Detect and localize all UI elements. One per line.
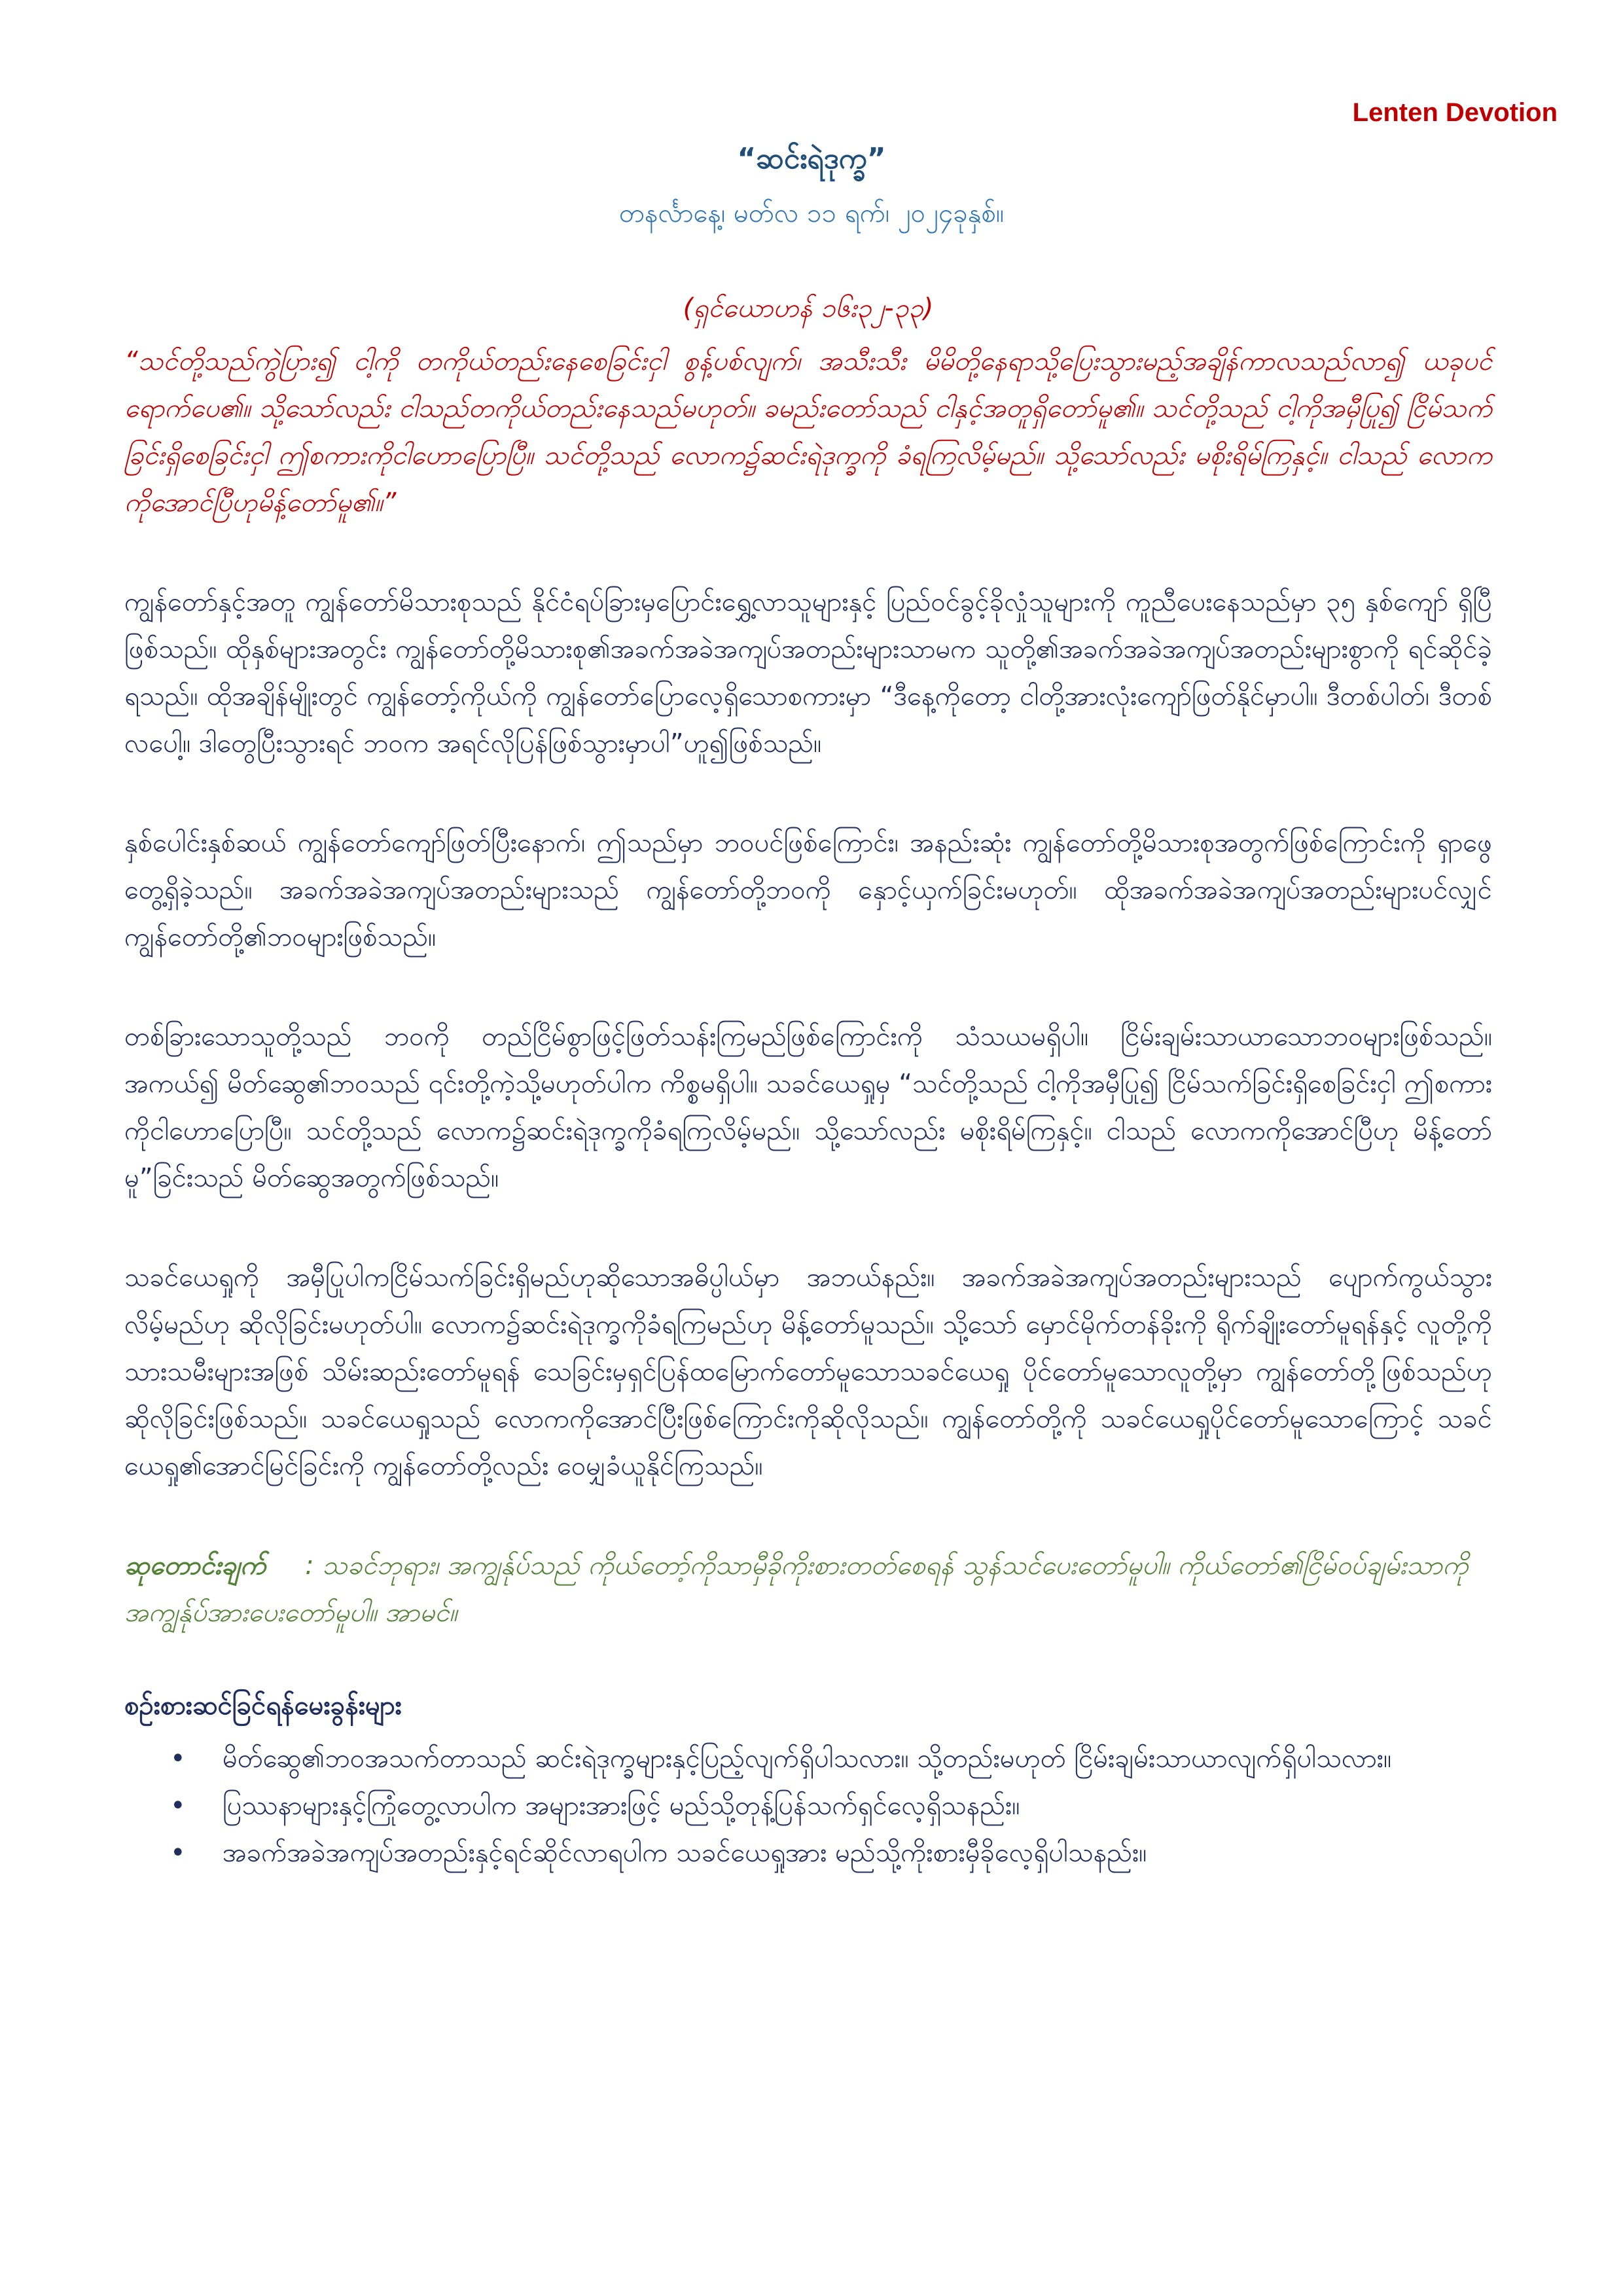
scripture-reference: (ရှင်ယောဟန် ၁၆း၃၂-၃၃) [683,293,934,323]
page-title: “ဆင်းရဲဒုက္ခ” [737,142,886,175]
prayer-text: : သခင်ဘုရား၊ အကျွန်ုပ်သည် ကိုယ်တော့်ကိုသာမှီခိုကိုးစားတတ်စေရန် သွန်သင်ပေးတော်မူပါ။ ကိုယ်တော်၏ငြိမ်ဝပ်ချမ်းသာကို အကျွန်ုပ်အားပေးတော်မူပါ။ အာမင်။ [124,1551,1469,1628]
document-body [124,291,1492,1876]
question-text: ပြဿနာများနှင့်ကြုံတွေ့လာပါက အများအားဖြင့် မည်သို့တုန့်ပြန်သက်ရှင်လေ့ရှိသနည်း။ [223,1791,1020,1821]
question-text: အခက်အခဲအကျပ်အတည်းနှင့်ရင်ဆိုင်လာရပါက သခင်ယေရှုအား မည်သို့ကိုးစားမှီခိုလေ့ရှိပါသနည်း။ [223,1838,1147,1868]
bullet-icon: • [170,1791,186,1821]
bullet-icon: • [170,1744,186,1774]
prayer-block [124,1542,1492,1636]
questions-heading: စဉ်းစားဆင်ခြင်ရန်မေးခွန်းများ [124,1691,402,1721]
list-item [170,1829,1492,1876]
prayer-label: ဆုတောင်းချက် [124,1551,266,1581]
questions-list [124,1735,1492,1876]
body-paragraph-1: ကျွန်တော်နှင့်အတူ ကျွန်တော်မိသားစုသည် နိုင်ငံရပ်ခြားမှပြောင်းရွှေ့လာသူများနှင့် ပြည်ဝင်ခွင့်ခိုလှုံသူများကို ကူညီပေးနေသည်မှာ ၃၅ နှစ်ကျော် ရှိပြီဖြစ်သည်။ ထိုနှစ်များအတွင်း ကျွန်တော်တို့မိသားစု၏အခက်အခဲအကျပ်အတည်းများသာမက သူတို့၏အခက်အခဲအကျပ်အတည်းများစွာကို ရင်ဆိုင်ခဲ့ရသည်။ ထိုအချိန်မျိုးတွင် ကျွန်တော့်ကိုယ်ကို ကျွန်တော်ပြောလေ့ရှိသောစကားမှာ “ဒီနေ့ကိုတော့ ငါတို့အားလုံးကျော်ဖြတ်နိုင်မှာပါ။ ဒီတစ်ပါတ်၊ ဒီတစ်လပေါ့။ ဒါတွေပြီးသွားရင် ဘဝက အရင်လိုပြန်ဖြစ်သွားမှာပါ”ဟူ၍ဖြစ်သည်။ [124,587,1492,759]
question-text: မိတ်ဆွေ၏ဘဝအသက်တာသည် ဆင်းရဲဒုက္ခများနှင့်ပြည့်လျက်ရှိပါသလား။ သို့တည်းမဟုတ် ငြိမ်းချမ်းသာယာလျက်ရှိပါသလား။ [223,1744,1392,1774]
scripture-text: “သင်တို့သည်ကွဲပြား၍ ငါ့ကို တကိုယ်တည်းနေစေခြင်းငှါ စွန့်ပစ်လျက်၊ အသီးသီး မိမိတို့နေရာသို့ပြေးသွားမည့်အချိန်ကာလသည်လာ၍ ယခုပင် ရောက်ပေ၏။ သို့သော်လည်း ငါသည်တကိုယ်တည်းနေသည်မဟုတ်။ ခမည်းတော်သည် ငါနှင့်အတူရှိတော်မူ၏။ သင်တို့သည် ငါ့ကိုအမှီပြု၍ ငြိမ်သက်ခြင်းရှိစေခြင်းငှါ ဤစကားကိုငါဟောပြောပြီ။ သင်တို့သည် လောက၌ဆင်းရဲဒုက္ခကို ခံရကြလိမ့်မည်။ သို့သော်လည်း မစိုးရိမ်ကြနှင့်။ ငါသည် လောကကိုအောင်ပြီဟုမိန့်တော်မူ၏။” [124,346,1492,518]
header-label: Lenten Devotion [1352,98,1558,127]
date-line: တနင်္လာနေ့၊ မတ်လ ၁၁ ရက်၊ ၂၀၂၄ခုနှစ်။ [618,198,1004,228]
list-item [170,1735,1492,1782]
list-item [170,1782,1492,1829]
body-paragraph-2: နှစ်ပေါင်းနှစ်ဆယ် ကျွန်တော်ကျော်ဖြတ်ပြီးနောက်၊ ဤသည်မှာ ဘဝပင်ဖြစ်ကြောင်း၊ အနည်းဆုံး ကျွန်တော်တို့မိသားစုအတွက်ဖြစ်ကြောင်းကို ရှာဖွေတွေ့ရှိခဲ့သည်။ အခက်အခဲအကျပ်အတည်းများသည် ကျွန်တော်တို့ဘဝကို နှောင့်ယှက်ခြင်းမဟုတ်။ ထိုအခက်အခဲအကျပ်အတည်းများပင်လျှင် ကျွန်တော်တို့၏ဘဝများဖြစ်သည်။ [124,828,1492,952]
bullet-icon: • [170,1838,186,1868]
body-paragraph-3: တစ်ခြားသောသူတို့သည် ဘဝကို တည်ငြိမ်စွာဖြင့်ဖြတ်သန်းကြမည်ဖြစ်ကြောင်းကို သံသယမရှိပါ။ ငြိမ်းချမ်းသာယာသောဘဝများဖြစ်သည်။ အကယ်၍ မိတ်ဆွေ၏ဘဝသည် ၎င်းတို့ကဲ့သို့မဟုတ်ပါက ကိစ္စမရှိပါ။ သခင်ယေရှုမှ “သင်တို့သည် ငါ့ကိုအမှီပြု၍ ငြိမ်သက်ခြင်းရှိစေခြင်းငှါ ဤစကား ကိုငါဟောပြောပြီ။ သင်တို့သည် လောက၌ဆင်းရဲဒုက္ခကိုခံရကြလိမ့်မည်။ သို့သော်လည်း မစိုးရိမ်ကြနှင့်။ ငါသည် လောကကိုအောင်ပြီဟု မိန့်တော်မူ”ခြင်းသည် မိတ်ဆွေအတွက်ဖြစ်သည်။ [124,1022,1492,1193]
body-paragraph-4: သခင်ယေရှုကို အမှီပြုပါကငြိမ်သက်ခြင်းရှိမည်ဟုဆိုသောအဓိပ္ပါယ်မှာ အဘယ်နည်း။ အခက်အခဲအကျပ်အတည်းများသည် ပျောက်ကွယ်သွားလိမ့်မည်ဟု ဆိုလိုခြင်းမဟုတ်ပါ။ လောက၌ဆင်းရဲဒုက္ခကိုခံရကြမည်ဟု မိန့်တော်မူသည်။ သို့သော် မှောင်မိုက်တန်ခိုးကို ရိုက်ချိုးတော်မူရန်နှင့် လူတို့ကို သားသမီးများအဖြစ် သိမ်းဆည်းတော်မူရန် သေခြင်းမှရှင်ပြန်ထမြောက်တော်မူသောသခင်ယေရှု ပိုင်တော်မူသောလူတို့မှာ ကျွန်တော်တို့ဖြစ်သည်ဟု ဆိုလိုခြင်းဖြစ်သည်။ သခင်ယေရှုသည် လောကကိုအောင်ပြီးဖြစ်ကြောင်းကိုဆိုလိုသည်။ ကျွန်တော်တို့ကို သခင်ယေရှုပိုင်တော်မူသောကြောင့် သခင် ယေရှု၏အောင်မြင်ခြင်းကို ကျွန်တော်တို့လည်း ဝေမျှခံယူနိုင်ကြသည်။ [124,1263,1492,1481]
